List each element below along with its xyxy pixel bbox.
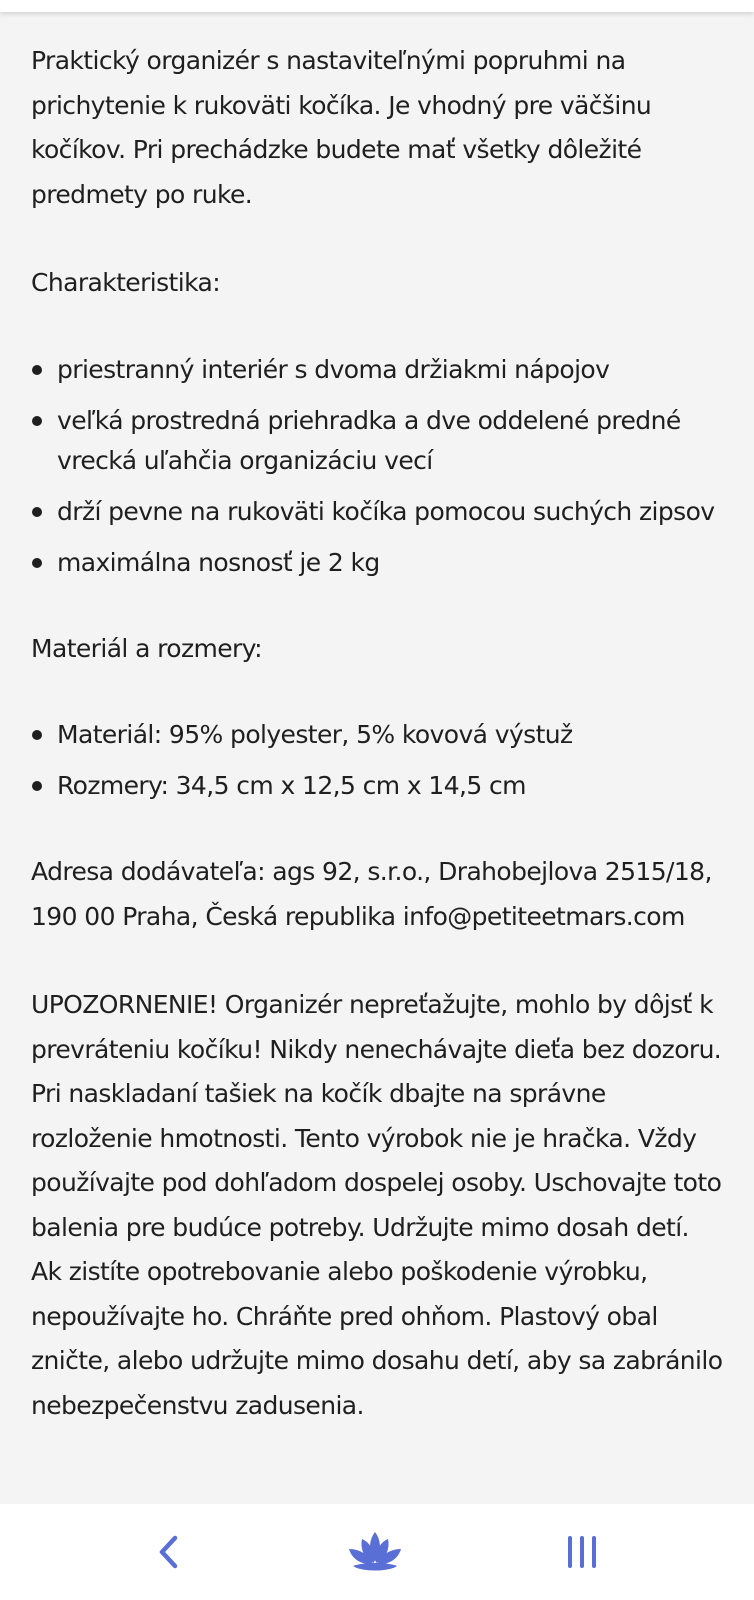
- chevron-left-icon: [154, 1532, 184, 1572]
- home-button[interactable]: [335, 1522, 415, 1582]
- intro-paragraph: Praktický organizér s nastaviteľnými popruhmi na prichytenie k rukoväti kočíka. Je vhodný pre väčšinu kočíkov. Pri prechádzke budete mať všetky dôležité predmety po ruke.: [31, 46, 652, 209]
- back-button[interactable]: [129, 1522, 209, 1582]
- spacer: [31, 806, 724, 850]
- bullet-icon: [32, 781, 42, 791]
- spacer: [31, 217, 724, 261]
- spacer: [31, 939, 724, 983]
- bullet-icon: [32, 365, 42, 375]
- dimensions-text: Rozmery: 34,5 cm x 12,5 cm x 14,5 cm: [57, 771, 526, 800]
- bullet-icon: [32, 558, 42, 568]
- feature-text: drží pevne na rukoväti kočíka pomocou suchých zipsov: [57, 496, 715, 526]
- feature-text: veľká prostredná priehradka a dve oddelené predné vrecká uľahčia organizáciu vecí: [57, 405, 681, 475]
- list-item: [31, 715, 724, 755]
- recent-apps-button[interactable]: [542, 1522, 622, 1582]
- top-app-bar: [0, 0, 754, 12]
- list-item: [31, 492, 724, 532]
- spacer: [31, 671, 724, 715]
- product-description: [0, 12, 754, 1504]
- material-list: [31, 715, 724, 806]
- spacer: [31, 583, 724, 627]
- supplier-address: Adresa dodávateľa: ags 92, s.r.o., Drahobejlova 2515/18, 190 00 Praha, Česká republika info@petiteetmars.com: [31, 857, 712, 931]
- list-item: [31, 543, 724, 583]
- feature-text: maximálna nosnosť je 2 kg: [57, 547, 380, 577]
- features-list: [31, 350, 724, 583]
- bullet-icon: [32, 507, 42, 517]
- warning-paragraph: UPOZORNENIE! Organizér nepreťažujte, mohlo by dôjsť k prevráteniu kočíku! Nikdy nenechávajte dieťa bez dozoru. Pri naskladaní tašiek na kočík dbajte na správne rozloženie hmotnosti. Tento výrobok nie je hračka. Vždy používajte pod dohľadom dospelej osoby. Uschovajte toto balenia pre budúce potreby. Udržujte mimo dosah detí. Ak zistíte opotrebovanie alebo poškodenie výrobku, nepoužívajte ho. Chráňte pred ohňom. Plastový obal zničte, alebo udržujte mimo dosahu detí, aby sa zabránilo nebezpečenstvu zadusenia.: [31, 990, 723, 1420]
- bullet-icon: [32, 416, 42, 426]
- list-item: [31, 350, 724, 390]
- list-item: [31, 401, 724, 481]
- recent-apps-icon: [564, 1534, 600, 1570]
- spacer: [31, 306, 724, 350]
- material-heading: Materiál a rozmery:: [31, 633, 262, 663]
- list-item: [31, 766, 724, 806]
- system-navigation-bar: [0, 1504, 754, 1600]
- material-text: Materiál: 95% polyester, 5% kovová výstuž: [57, 720, 573, 749]
- feature-text: priestranný interiér s dvoma držiakmi nápojov: [57, 354, 610, 384]
- lotus-icon: [345, 1530, 405, 1574]
- bullet-icon: [32, 730, 42, 740]
- features-heading: Charakteristika:: [31, 268, 221, 297]
